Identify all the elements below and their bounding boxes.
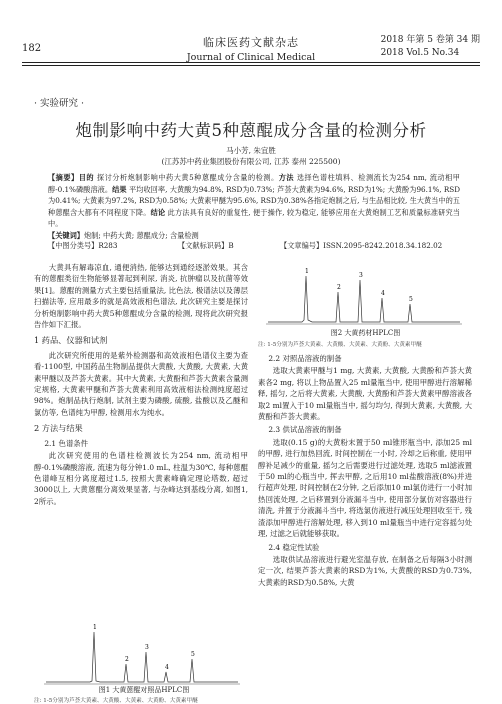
abstract-label: 【摘要】目的 bbox=[48, 173, 95, 182]
fig1-peak-label: 3 bbox=[145, 644, 149, 651]
article-number: 【文章编号】ISSN.2095-8242.2018.34.182.02 bbox=[280, 241, 443, 250]
section21-paragraph: 此次研究使用的色谱柱检测波长为254 nm, 流动相甲醇-0.1%磷酸溶液, 流速为每分钟1.0 mL, 柱温为30℃, 每种蒽醌色谱峰互相分离度超过1.5, 按照大黄素峰确定理论塔数, 超过3000以上, 大黄蒽醌分离效果显著, 与杂峰达到基线分离, 如图1, 2所示。 bbox=[34, 451, 248, 506]
fig1-peak-label: 2 bbox=[125, 656, 129, 663]
abstract bbox=[48, 172, 460, 242]
keywords: 炮制; 中药大黄; 蒽醌成分; 含量检测 bbox=[83, 230, 199, 240]
figure-1-note: 注: 1-5分别为芦荟大黄素、大黄酸、大黄素、大黄酚、大黄素甲醚 bbox=[34, 698, 198, 704]
heading-2-2: 2.2 对照品溶液的制备 bbox=[268, 354, 342, 363]
issue-cn: 2018 年第 5 卷第 34 期 bbox=[380, 35, 480, 45]
abstract-conclusion: 此方法具有良好的重复性, 便于操作, 较为稳定, 能够应用在大黄炮制工艺和质量标准研究当中。 bbox=[48, 207, 460, 229]
fig2-peak-label: 1 bbox=[305, 268, 309, 275]
figure-2-caption: 图2 大黄药材HPLC图 bbox=[330, 329, 401, 337]
heading-1: 1 药品、仪器和试剂 bbox=[34, 335, 108, 346]
keywords-label: 【关键词】 bbox=[48, 230, 84, 240]
conclusion-label: 结论 bbox=[150, 207, 166, 217]
fig2-peak-label: 4 bbox=[381, 290, 385, 297]
heading-2: 2 方法与结果 bbox=[34, 423, 83, 434]
figure-1-chromatogram bbox=[40, 612, 245, 690]
figure-2-note: 注: 1-5分别为芦荟大黄素、大黄酸、大黄素、大黄酚、大黄素甲醚 bbox=[258, 342, 422, 348]
abstract-method: 选择色谱柱填料、检测流长为254 nm, 流动相甲醇-0.1%磷酸溶液。 bbox=[48, 173, 460, 194]
result-label: 结果 bbox=[112, 184, 127, 194]
heading-2-4: 2.4 稳定性试验 bbox=[268, 542, 320, 552]
fig2-peak-label: 5 bbox=[409, 296, 413, 303]
issue-en: 2018 Vol.5 No.34 bbox=[380, 48, 460, 58]
right-column bbox=[258, 351, 472, 588]
header-rule-thin bbox=[22, 65, 480, 66]
article-title: 炮制影响中药大黄5种蒽醌成分含量的检测分析 bbox=[75, 121, 427, 140]
section24-paragraph: 选取供试品溶液进行避光室温存放, 在制备之后每隔3小时测定一次, 结果芦荟大黄素的RSD为1%, 大黄酸的RSD为0.73%, 大黄素的RSD为0.58%, 大黄 bbox=[258, 554, 472, 587]
header-rule bbox=[22, 62, 480, 63]
abstract-objective: 探讨分析炮制影响中药大黄5种蒽醌成分含量的检测。 bbox=[94, 173, 279, 182]
intro-paragraph: 大黄具有解毒凉血, 通便消热, 能够达到通经逐淤效果。其含有的蒽醌类衍生物能够显著起到利尿, 消炎, 抗肿瘤以及抗菌等效果[1]。蒽醌的测量方式主要包括重量法, 比色法, 极谱法以及薄层扫描法等, 应用最多的就是高效液相色谱法, 此次研究主要是探讨分析炮制影响中药大黄5种蒽醌成分含量的检测, 现将此次研究报告作如下汇报。 bbox=[34, 263, 248, 330]
page-number: 182 bbox=[22, 43, 42, 54]
fig1-peak-label: 5 bbox=[191, 651, 195, 658]
fig2-peak-label: 2 bbox=[337, 284, 341, 291]
method-label: 方法 bbox=[278, 173, 295, 182]
clc-number: 【中图分类号】R283 bbox=[48, 241, 118, 250]
abstract-result: 平均收回率, 大黄酸为94.8%, RSD为0.73%; 芦荟大黄素为94.6%, RSD为1%; 大黄酚为96.1%, RSD为0.41%; 大黄素为97.2%, RSD为0.58%; 大黄素甲醚为95.6%, RSD为0.38%各指定炮制之后, 与生品相比较, 生大黄当中的五种蒽醌含大都有不同程度下降。 bbox=[48, 184, 460, 217]
document-code: 【文献标识码】B bbox=[178, 241, 234, 250]
section1-paragraph: 此次研究所使用的是紫外检测器和高效液相色谱仪主要为查看-1100型, 中国药品生物制品提供大黄酸, 大黄酸, 大黄素, 大黄素甲醚以及芦荟大黄素。其中大黄素, 大黄酚和芦荟大黄素含量测定规格, 大黄素甲醚和芦荟大黄素利用高效液相法检测纯度超过98%。炮制品执行炮制, 试剂主要为磷酸, 硫酸, 盐酸以及乙醚和氯仿等, 色谱纯为甲醇, 检测用水为纯水。 bbox=[34, 350, 248, 417]
section-tag: · 实验研究 · bbox=[34, 98, 85, 109]
keywords-row bbox=[48, 230, 460, 242]
heading-2-3: 2.3 供试品溶液的制备 bbox=[268, 425, 342, 435]
section22-paragraph: 选取大黄素甲醚与1 mg, 大黄素, 大黄酸, 大黄酚和芦荟大黄素各2 mg, 将以上物品置入25 ml量瓶当中, 使用甲醇进行溶解稀释, 摇匀, 之后将大黄素, 大黄酸, 大黄酚和芦荟大黄素甲醇溶液各取2 ml置入于10 ml量瓶当中, 摇匀均匀, 得到大黄素, 大黄酸, 大黄酚和芦荟大黄素。 bbox=[258, 366, 472, 422]
heading-2-1: 2.1 色谱条件 bbox=[44, 438, 89, 448]
fig2-peak-label: 3 bbox=[359, 272, 363, 279]
figure-2-chromatogram bbox=[262, 262, 467, 330]
fig1-peak-label: 1 bbox=[93, 624, 97, 631]
authors: 马小芳, 朱宜胜 bbox=[226, 146, 276, 155]
affiliation: (江苏苏中药业集团股份有限公司, 江苏 泰州 225500) bbox=[161, 157, 341, 166]
section23-paragraph: 选取(0.15 g)的大黄粉末置于50 ml锥形瓶当中, 添加25 ml的甲醇, 进行加热回流, 时间控制在一小时, 冷却之后称重, 使用甲醇补足减少的重量, 摇匀之后需要进行过滤处理, 选取5 ml滤液置于50 ml的心瓶当中, 挥去甲醇, 之后用10 ml盐酸溶液(8%)并进行超声处理, 时间控制在2分钟, 之后添加10 ml氯仿进行一小时加热回流处理, 之后移置到分液漏斗当中, 使用部分氯仿对容器进行清洗, 并置于分液漏斗当中, 将选氯仿液进行减压处理回收至干, 残渣添加甲醇进行溶解处理, 移入到10 ml量瓶当中进行定容摇匀处理, 过滤之后就能够获取。 bbox=[258, 437, 472, 539]
left-column bbox=[34, 262, 248, 507]
fig1-peak-label: 4 bbox=[165, 664, 169, 671]
journal-title-en: Journal of Clinical Medical bbox=[186, 52, 316, 63]
figure-1-caption: 图1 大黄蒽醌对照品HPLC图 bbox=[98, 686, 190, 694]
issue-info bbox=[381, 34, 480, 60]
journal-title-cn: 临床医药文献杂志 bbox=[203, 36, 299, 49]
